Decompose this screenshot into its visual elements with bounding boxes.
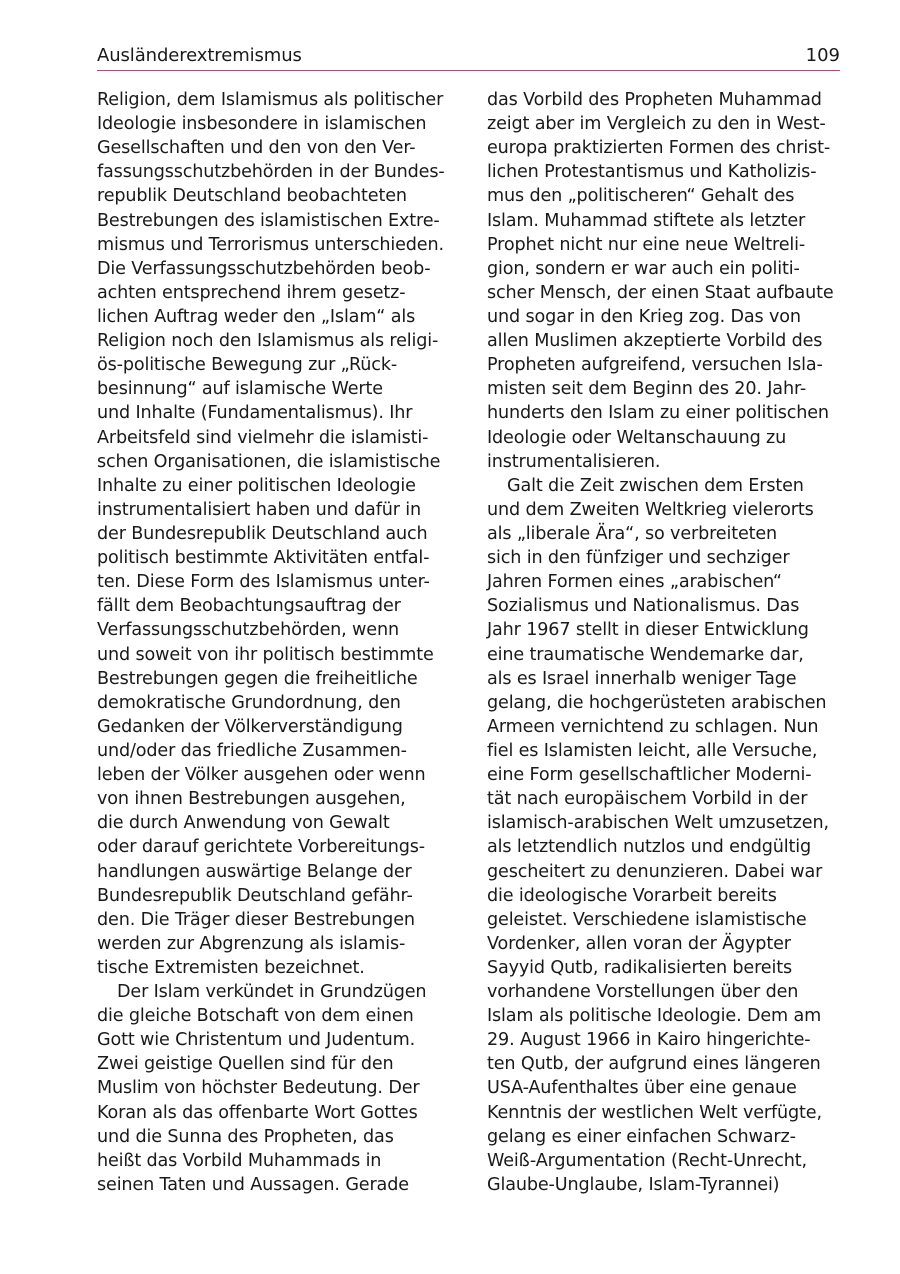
text-line: eine traumatische Wendemarke dar, <box>487 644 804 665</box>
text-line: werden zur Abgrenzung als islamis- <box>97 933 406 954</box>
text-line: eine Form gesellschaftlicher Moderni- <box>487 765 812 786</box>
text-line: fällt dem Beobachtungsauftrag der <box>97 596 401 617</box>
text-line: republik Deutschland beobachteten <box>97 186 407 207</box>
text-line: Bestrebungen des islamistischen Extre- <box>97 210 440 231</box>
text-line: Die Verfassungsschutzbehörden beob- <box>97 258 431 279</box>
text-line: Muslim von höchster Bedeutung. Der <box>97 1078 420 1099</box>
text-line: Zwei geistige Quellen sind für den <box>97 1054 394 1075</box>
right-text-column <box>487 88 849 1197</box>
text-line: von ihnen Bestrebungen ausgehen, <box>97 789 406 810</box>
text-line: gion, sondern er war auch ein politi- <box>487 258 800 279</box>
text-line: Gedanken der Völkerverständigung <box>97 716 403 737</box>
text-line: demokratische Grundordnung, den <box>97 692 401 713</box>
text-line: fassungsschutzbehörden in der Bundes- <box>97 162 445 183</box>
text-line: oder darauf gerichtete Vorbereitungs- <box>97 837 426 858</box>
text-line: lichen Protestantismus und Katholizis- <box>487 162 817 183</box>
text-line: Kenntnis der westlichen Welt verfügte, <box>487 1102 822 1123</box>
text-line: allen Muslimen akzeptierte Vorbild des <box>487 331 823 352</box>
text-line: Arbeitsfeld sind vielmehr die islamisti- <box>97 427 429 448</box>
text-line: und dem Zweiten Weltkrieg vielerorts <box>487 499 814 520</box>
text-line: Inhalte zu einer politischen Ideologie <box>97 475 416 496</box>
text-line: als letztendlich nutzlos und endgültig <box>487 837 812 858</box>
text-line: tät nach europäischem Vorbild in der <box>487 789 808 810</box>
text-line: Sozialismus und Nationalismus. Das <box>487 596 800 617</box>
text-line: sich in den fünfziger und sechziger <box>487 548 790 569</box>
text-line: Gott wie Christentum und Judentum. <box>97 1030 416 1051</box>
text-line: Islam. Muhammad stiftete als letzter <box>487 210 806 231</box>
text-line: Vordenker, allen voran der Ägypter <box>487 933 791 954</box>
left-text-column <box>97 88 459 1197</box>
text-line: achten entsprechend ihrem gesetz- <box>97 282 406 303</box>
text-line: Ideologie oder Weltanschauung zu <box>487 427 787 448</box>
text-line: seinen Taten und Aussagen. Gerade <box>97 1174 409 1195</box>
text-line: und/oder das friedliche Zusammen- <box>97 740 407 761</box>
text-line: Jahren Formen eines „arabischen“ <box>487 572 782 593</box>
text-line: vorhandene Vorstellungen über den <box>487 982 799 1003</box>
text-line: und Inhalte (Fundamentalismus). Ihr <box>97 403 413 424</box>
text-line: gelang es einer einfachen Schwarz- <box>487 1126 796 1147</box>
text-line: mus den „politischeren“ Gehalt des <box>487 186 795 207</box>
text-line: Religion noch den Islamismus als religi- <box>97 331 439 352</box>
text-line: gescheitert zu denunzieren. Dabei war <box>487 861 823 882</box>
text-line: handlungen auswärtige Belange der <box>97 861 412 882</box>
text-line: Sayyid Qutb, radikalisierten bereits <box>487 957 792 978</box>
text-line: misten seit dem Beginn des 20. Jahr- <box>487 379 807 400</box>
text-line: USA-Aufenthaltes über eine genaue <box>487 1078 797 1099</box>
text-line: zeigt aber im Vergleich zu den in West- <box>487 114 826 135</box>
text-line: die durch Anwendung von Gewalt <box>97 813 390 834</box>
text-line: Weiß-Argumentation (Recht-Unrecht, <box>487 1150 807 1171</box>
text-line: Jahr 1967 stellt in dieser Entwicklung <box>487 620 809 641</box>
text-line: Bundesrepublik Deutschland gefähr- <box>97 885 413 906</box>
text-line: europa praktizierten Formen des christ- <box>487 138 831 159</box>
text-line: Ideologie insbesondere in islamischen <box>97 114 427 135</box>
page-number: 109 <box>805 45 840 66</box>
text-line: instrumentalisiert haben und dafür in <box>97 499 421 520</box>
text-line: geleistet. Verschiedene islamistische <box>487 909 807 930</box>
text-line: die gleiche Botschaft von dem einen <box>97 1006 414 1027</box>
text-line: Koran als das offenbarte Wort Gottes <box>97 1102 418 1123</box>
text-line: Bestrebungen gegen die freiheitliche <box>97 668 418 689</box>
text-line: islamisch-arabischen Welt umzusetzen, <box>487 813 829 834</box>
text-line: leben der Völker ausgehen oder wenn <box>97 765 426 786</box>
text-line: als „liberale Ära“, so verbreiteten <box>487 523 778 544</box>
text-line: der Bundesrepublik Deutschland auch <box>97 523 428 544</box>
text-line: politisch bestimmte Aktivitäten entfal- <box>97 548 430 569</box>
text-line: lichen Auftrag weder den „Islam“ als <box>97 306 416 327</box>
text-line: mismus und Terrorismus unterschieden. <box>97 234 444 255</box>
text-line: gelang, die hochgerüsteten arabischen <box>487 692 827 713</box>
text-line: ös-politische Bewegung zur „Rück- <box>97 355 398 376</box>
text-line: instrumentalisieren. <box>487 451 661 472</box>
text-line: Verfassungsschutzbehörden, wenn <box>97 620 399 641</box>
text-line: ten Qutb, der aufgrund eines längeren <box>487 1054 821 1075</box>
text-line: und soweit von ihr politisch bestimmte <box>97 644 434 665</box>
text-line: als es Israel innerhalb weniger Tage <box>487 668 797 689</box>
text-line: und sogar in den Krieg zog. Das von <box>487 306 801 327</box>
text-line: Islam als politische Ideologie. Dem am <box>487 1006 822 1027</box>
text-line: 29. August 1966 in Kairo hingerichte- <box>487 1030 811 1051</box>
text-line: den. Die Träger dieser Bestrebungen <box>97 909 415 930</box>
text-line: ten. Diese Form des Islamismus unter- <box>97 572 430 593</box>
paragraph-start-line: Galt die Zeit zwischen dem Ersten <box>507 475 804 496</box>
text-line: und die Sunna des Propheten, das <box>97 1126 394 1147</box>
text-line: tische Extremisten bezeichnet. <box>97 957 365 978</box>
text-line: heißt das Vorbild Muhammads in <box>97 1150 382 1171</box>
running-title: Ausländerextremismus <box>97 45 302 66</box>
text-line: schen Organisationen, die islamistische <box>97 451 441 472</box>
text-line: fiel es Islamisten leicht, alle Versuche, <box>487 740 818 761</box>
text-line: das Vorbild des Propheten Muhammad <box>487 90 822 110</box>
text-line: besinnung“ auf islamische Werte <box>97 379 383 400</box>
paragraph-start-line: Der Islam verkündet in Grundzügen <box>117 982 427 1003</box>
text-line: Religion, dem Islamismus als politischer <box>97 90 444 110</box>
text-line: Armeen vernichtend zu schlagen. Nun <box>487 716 819 737</box>
text-line: scher Mensch, der einen Staat aufbaute <box>487 282 834 303</box>
text-line: hunderts den Islam zu einer politischen <box>487 403 829 424</box>
text-line: Gesellschaften und den von den Ver- <box>97 138 416 159</box>
text-line: Prophet nicht nur eine neue Weltreli- <box>487 234 806 255</box>
text-line: die ideologische Vorarbeit bereits <box>487 885 777 906</box>
text-line: Glaube-Unglaube, Islam-Tyrannei) <box>487 1174 780 1195</box>
running-header <box>97 40 840 71</box>
text-line: Propheten aufgreifend, versuchen Isla- <box>487 355 823 376</box>
